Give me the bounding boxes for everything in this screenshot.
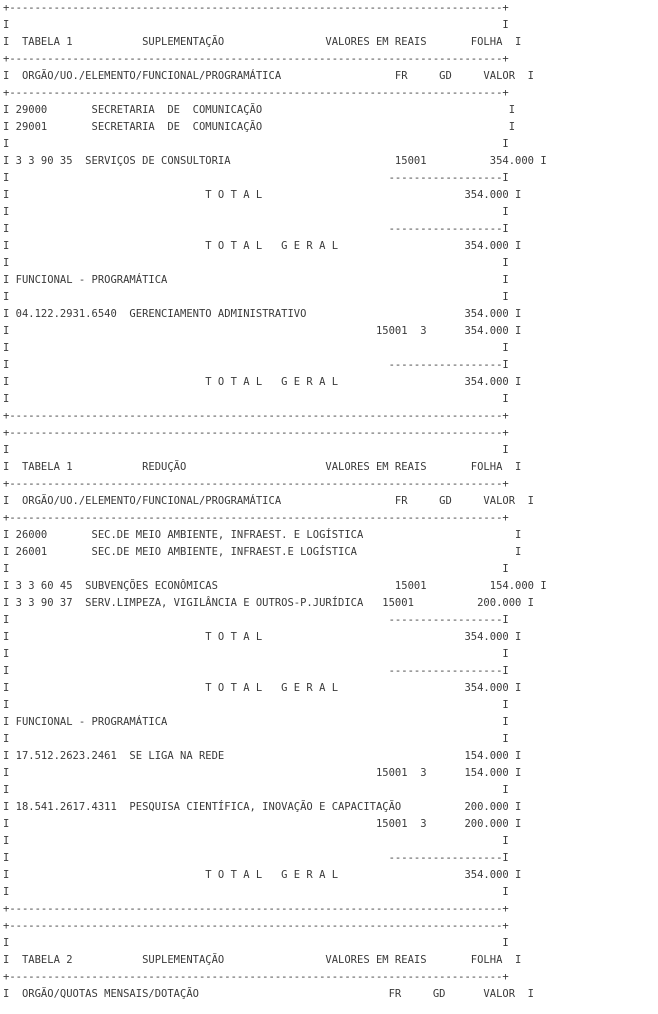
report-line: I T O T A L G E R A L 354.000 I [3, 682, 522, 694]
report-line: I ------------------I [3, 614, 509, 626]
report-line: I I [3, 291, 509, 303]
report-line: I 18.541.2617.4311 PESQUISA CIENTÍFICA, INOVAÇÃO E CAPACITAÇÃO 200.000 I [3, 801, 522, 813]
report-line: I ------------------I [3, 223, 509, 235]
report-line: I T O T A L G E R A L 354.000 I [3, 376, 522, 388]
report-line: I TABELA 1 SUPLEMENTAÇÃO VALORES EM REAIS FOLHA I [3, 36, 522, 48]
report-line: I T O T A L G E R A L 354.000 I [3, 869, 522, 881]
report-line: I ORGÃO/UO./ELEMENTO/FUNCIONAL/PROGRAMÁTICA FR GD VALOR I [3, 495, 535, 507]
report-line: I 3 3 60 45 SUBVENÇÕES ECONÔMICAS 15001 154.000 I [3, 580, 547, 592]
report-line: I I [3, 563, 509, 575]
report-line: I 15001 3 354.000 I [3, 325, 522, 337]
report-line: I T O T A L G E R A L 354.000 I [3, 240, 522, 252]
report-line: +------------------------------------------------------------------------------+ [3, 2, 509, 14]
report-line: +------------------------------------------------------------------------------+ [3, 410, 509, 422]
report-line: I 3 3 90 35 SERVIÇOS DE CONSULTORIA 15001 354.000 I [3, 155, 547, 167]
report-line: I FUNCIONAL - PROGRAMÁTICA I [3, 274, 509, 286]
report-line: I I [3, 342, 509, 354]
report-line: I 29000 SECRETARIA DE COMUNICAÇÃO I [3, 104, 516, 116]
report-line: I I [3, 835, 509, 847]
report-line: I 29001 SECRETARIA DE COMUNICAÇÃO I [3, 121, 516, 133]
report-line: +------------------------------------------------------------------------------+ [3, 478, 509, 490]
report-line: I I [3, 444, 509, 456]
report-line: I I [3, 937, 509, 949]
report-line: I TABELA 1 REDUÇÃO VALORES EM REAIS FOLHA I [3, 461, 522, 473]
report-line: I 26000 SEC.DE MEIO AMBIENTE, INFRAEST. E LOGÍSTICA I [3, 529, 522, 541]
report-line: I ------------------I [3, 852, 509, 864]
report-line: I ------------------I [3, 359, 509, 371]
report-line: I ORGÃO/QUOTAS MENSAIS/DOTAÇÃO FR GD VALOR I [3, 988, 535, 1000]
report-line: I I [3, 784, 509, 796]
report-line: I I [3, 733, 509, 745]
report-line: I 3 3 90 37 SERV.LIMPEZA, VIGILÂNCIA E OUTROS-P.JURÍDICA 15001 200.000 I [3, 597, 535, 609]
report-line: I T O T A L 354.000 I [3, 631, 522, 643]
report-line: I I [3, 648, 509, 660]
report-line: I FUNCIONAL - PROGRAMÁTICA I [3, 716, 509, 728]
report-line: I I [3, 138, 509, 150]
report-line: I I [3, 393, 509, 405]
report-line: +------------------------------------------------------------------------------+ [3, 53, 509, 65]
report-line: +------------------------------------------------------------------------------+ [3, 903, 509, 915]
report-line: I 04.122.2931.6540 GERENCIAMENTO ADMINISTRATIVO 354.000 I [3, 308, 522, 320]
report-line: +------------------------------------------------------------------------------+ [3, 971, 509, 983]
report-line: I 15001 3 154.000 I [3, 767, 522, 779]
report-line: +------------------------------------------------------------------------------+ [3, 512, 509, 524]
report-line: I I [3, 699, 509, 711]
report-line: I TABELA 2 SUPLEMENTAÇÃO VALORES EM REAIS FOLHA I [3, 954, 522, 966]
report-line: I 17.512.2623.2461 SE LIGA NA REDE 154.000 I [3, 750, 522, 762]
report-line: I I [3, 886, 509, 898]
report-line: I ------------------I [3, 172, 509, 184]
report-line: I ------------------I [3, 665, 509, 677]
report-line: I I [3, 257, 509, 269]
report-line: +------------------------------------------------------------------------------+ [3, 87, 509, 99]
report-line: I I [3, 206, 509, 218]
report-line: I I [3, 19, 509, 31]
report-line: I 26001 SEC.DE MEIO AMBIENTE, INFRAEST.E LOGÍSTICA I [3, 546, 522, 558]
report-line: I 15001 3 200.000 I [3, 818, 522, 830]
report-line: I T O T A L 354.000 I [3, 189, 522, 201]
report-line: I ORGÃO/UO./ELEMENTO/FUNCIONAL/PROGRAMÁTICA FR GD VALOR I [3, 70, 535, 82]
report-line: +------------------------------------------------------------------------------+ [3, 920, 509, 932]
report-line: +------------------------------------------------------------------------------+ [3, 427, 509, 439]
